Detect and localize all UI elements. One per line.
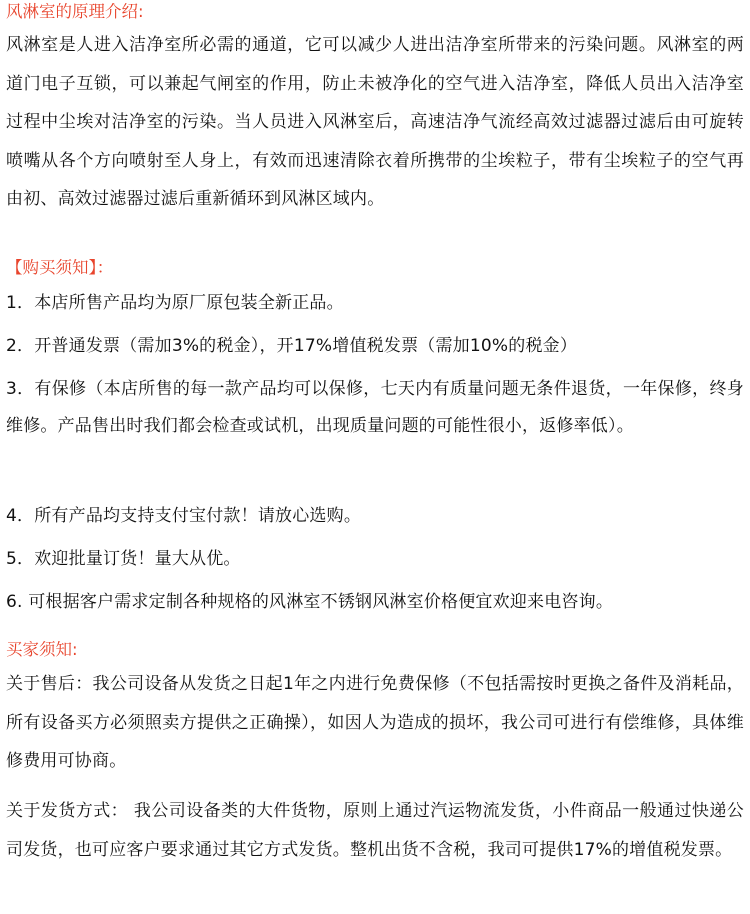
purchase-item-4: 4．所有产品均支持支付宝付款！请放心选购。 <box>6 506 362 526</box>
purchase-item-5: 5．欢迎批量订货！量大从优。 <box>6 549 241 569</box>
section-principle-body: 风淋室是人进入洁净室所必需的通道，它可以减少人进出洁净室所带来的污染问题。风淋室的两道门电子互锁，可以兼起气闸室的作用，防止未被净化的空气进入洁净室，降低人员出入洁净室过程中尘埃对洁净室的污染。当人员进入风淋室后，高速洁净气流经高效过滤器过滤后由可旋转喷嘴从各个方向喷射至人身上，有效而迅速清除衣着所携带的尘埃粒子，带有尘埃粒子的空气再由初、高效过滤器过滤后重新循环到风淋区域内。 <box>6 35 744 210</box>
shipping-text: 关于发货方式： 我公司设备类的大件货物，原则上通过汽运物流发货，小件商品一般通过快递公司发货，也可应客户要求通过其它方式发货。整机出货不含税，我司可提供17%的增值税发票。 <box>6 801 744 860</box>
after-sales-text: 关于售后：我公司设备从发货之日起1年之内进行免费保修（不包括需按时更换之备件及消耗品，所有设备买方必须照卖方提供之正确操），如因人为造成的损坏，我公司可进行有偿维修，具体维修费用可协商。 <box>6 674 744 772</box>
purchase-item-3: 3．有保修（本店所售的每一款产品均可以保修，七天内有质量问题无条件退货，一年保修，终身维修。产品售出时我们都会检查或试机，出现质量问题的可能性很小，返修率低）。 <box>6 379 744 436</box>
purchase-item-1: 1．本店所售产品均为原厂原包装全新正品。 <box>6 293 344 313</box>
purchase-item-6: 6. 可根据客户需求定制各种规格的风淋室不锈钢风淋室价格便宜欢迎来电咨询。 <box>6 592 614 612</box>
section-principle-title: 风淋室的原理介绍: <box>6 2 144 21</box>
section-purchase-title: 【购买须知】： <box>6 258 114 277</box>
purchase-item-2: 2．开普通发票（需加3%的税金），开17%增值税发票（需加10%的税金） <box>6 336 578 356</box>
section-buyer-title: 买家须知: <box>6 640 78 659</box>
